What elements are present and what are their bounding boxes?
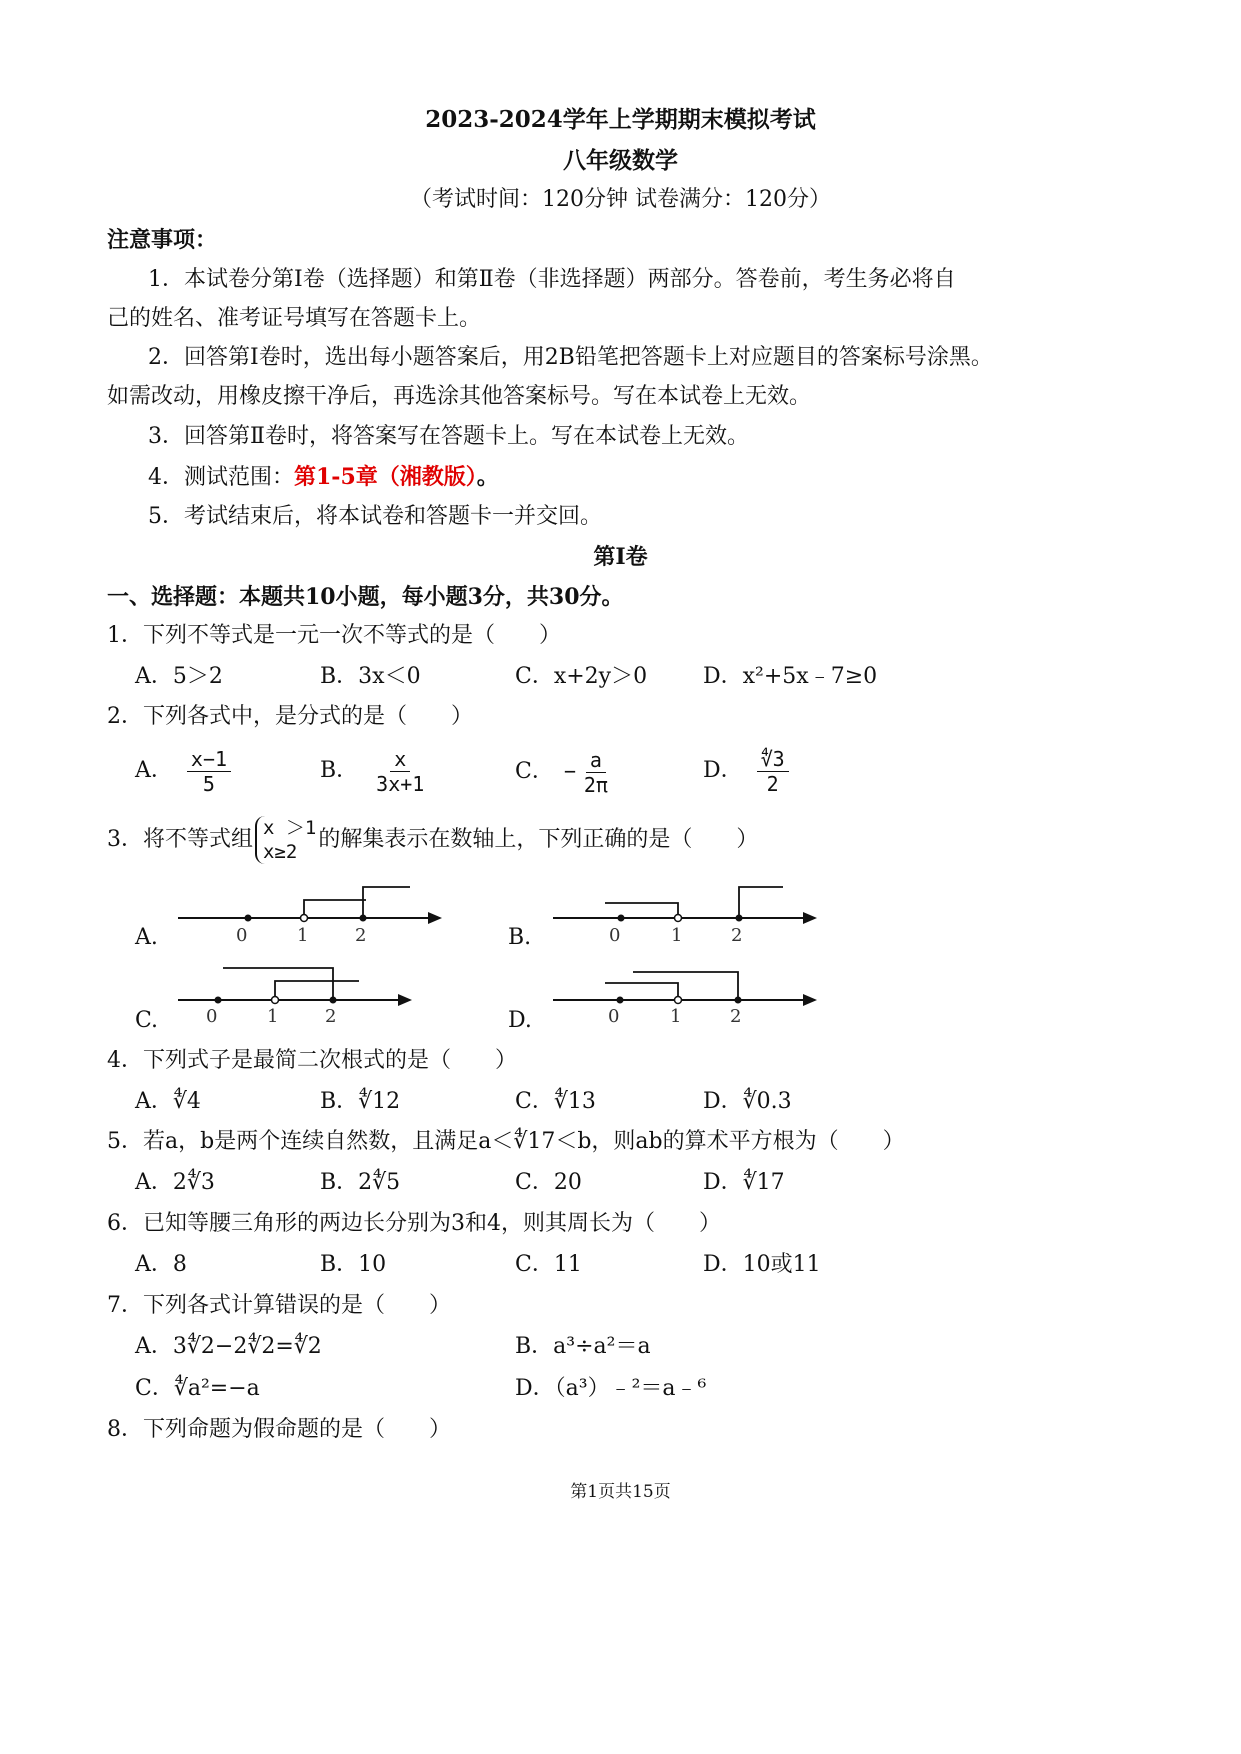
number-line-b	[545, 878, 835, 948]
q7-option-b: B．a³÷a²＝a	[515, 1334, 651, 1359]
exam-info: （考试时间：120分钟 试卷满分：120分）	[410, 187, 831, 212]
q2-a-numerator: x−1	[187, 747, 231, 772]
q2-option-d: D． $\frac{∜3}{2}$	[703, 745, 789, 797]
q3-option-a-label: A.	[135, 925, 158, 950]
q2-option-b: B． $\frac{x}{3x+1}$	[320, 745, 428, 797]
q3-stem: 3．将不等式组 x ＞1 x≥2 的解集表示在数轴上，下列正确的是（ ）	[107, 817, 759, 863]
q5-stem: 5．若a，b是两个连续自然数，且满足a＜∜17＜b，则ab的算术平方根为（ ）	[107, 1129, 905, 1154]
q6-option-a: A．8	[135, 1252, 187, 1277]
exam-title: 2023-2024学年上学期期末模拟考试	[425, 106, 816, 133]
q2-d-numerator: ∜3	[757, 747, 789, 772]
page-footer: 第1页共15页	[570, 1482, 671, 1502]
q3-option-c-label: C.	[135, 1008, 159, 1033]
q2-option-c: C． − $\frac{a}{2\pi}$	[515, 745, 612, 798]
q6-option-c: C．11	[515, 1252, 582, 1277]
tick-1: 1	[671, 925, 683, 946]
q5-option-c: C．20	[515, 1170, 582, 1195]
q4-option-a: A．∜4	[135, 1089, 201, 1114]
q2-b-denominator: 3x+1	[376, 771, 425, 796]
q4-option-b: B．∜12	[320, 1089, 401, 1114]
q3-option-b-label: B.	[508, 925, 532, 950]
tick-1: 1	[267, 1006, 279, 1027]
number-line-c	[170, 960, 460, 1030]
q5-option-a: A．2∜3	[135, 1170, 215, 1195]
notice-item-4	[148, 463, 499, 492]
inequality-system: x ＞1 x≥2	[255, 816, 316, 864]
q7-option-d: D．（a³）﹣²＝a﹣⁶	[515, 1376, 707, 1401]
q8-stem: 8．下列命题为假命题的是（ ）	[107, 1417, 451, 1442]
q1-option-a: A．5＞2	[135, 664, 223, 689]
section-heading: 一、选择题：本题共10小题，每小题3分，共30分。	[107, 584, 624, 610]
number-line-d	[545, 960, 835, 1030]
q2-c-denominator: 2π	[583, 772, 608, 797]
notice-item-2a: 2．回答第Ⅰ卷时，选出每小题答案后，用2B铅笔把答题卡上对应题目的答案标号涂黑。	[148, 345, 993, 370]
q1-stem: 1．下列不等式是一元一次不等式的是（ ）	[107, 623, 561, 648]
q5-option-d: D．∜17	[703, 1170, 785, 1195]
tick-2: 2	[731, 925, 743, 946]
q7-option-a: A．3∜2−2∜2=∜2	[135, 1334, 322, 1359]
q6-option-d: D．10或11	[703, 1252, 821, 1277]
q2-b-numerator: x	[390, 747, 410, 772]
tick-2: 2	[730, 1006, 742, 1027]
notice-item-5: 5．考试结束后，将本试卷和答题卡一并交回。	[148, 504, 602, 529]
q1-option-b: B．3x＜0	[320, 664, 421, 689]
q7-stem: 7．下列各式计算错误的是（ ）	[107, 1293, 451, 1318]
notice-heading: 注意事项：	[107, 227, 218, 253]
test-range: 第1-5章（湘教版）	[294, 464, 477, 490]
part-heading: 第Ⅰ卷	[593, 544, 648, 570]
notice-item-3: 3．回答第Ⅱ卷时，将答案写在答题卡上。写在本试卷上无效。	[148, 424, 749, 449]
q2-c-numerator: a	[586, 748, 606, 773]
q6-stem: 6．已知等腰三角形的两边长分别为3和4，则其周长为（ ）	[107, 1211, 721, 1236]
q6-option-b: B．10	[320, 1252, 387, 1277]
tick-1: 1	[297, 925, 309, 946]
q1-option-c: C．x+2y＞0	[515, 664, 648, 689]
q1-option-d: D．x²+5x﹣7≥0	[703, 664, 878, 689]
q4-stem: 4．下列式子是最简二次根式的是（ ）	[107, 1048, 517, 1073]
tick-2: 2	[355, 925, 367, 946]
tick-0: 0	[236, 925, 248, 946]
number-line-a	[170, 878, 460, 948]
exam-subtitle: 八年级数学	[563, 147, 678, 174]
tick-0: 0	[608, 1006, 620, 1027]
q5-option-b: B．2∜5	[320, 1170, 401, 1195]
tick-2: 2	[325, 1006, 337, 1027]
tick-1: 1	[670, 1006, 682, 1027]
tick-0: 0	[206, 1006, 218, 1027]
notice-item-4-prefix: 4．测试范围：	[148, 465, 294, 490]
q2-stem: 2．下列各式中，是分式的是（ ）	[107, 704, 473, 729]
q3-option-d-label: D.	[508, 1008, 532, 1033]
q7-option-c: C．∜a²=−a	[135, 1376, 260, 1401]
q2-a-denominator: 5	[202, 771, 215, 796]
q4-option-c: C．∜13	[515, 1089, 596, 1114]
q2-option-a: A． $\frac{x-1}{5}$	[135, 745, 231, 797]
notice-item-2b: 如需改动，用橡皮擦干净后，再选涂其他答案标号。写在本试卷上无效。	[107, 384, 812, 409]
notice-item-1a: 1．本试卷分第Ⅰ卷（选择题）和第Ⅱ卷（非选择题）两部分。答卷前，考生务必将自	[148, 267, 956, 292]
notice-item-4-suffix: 。	[476, 464, 499, 490]
tick-0: 0	[609, 925, 621, 946]
q2-d-denominator: 2	[766, 771, 779, 796]
q4-option-d: D．∜0.3	[703, 1089, 792, 1114]
notice-item-1b: 己的姓名、准考证号填写在答题卡上。	[107, 306, 482, 331]
